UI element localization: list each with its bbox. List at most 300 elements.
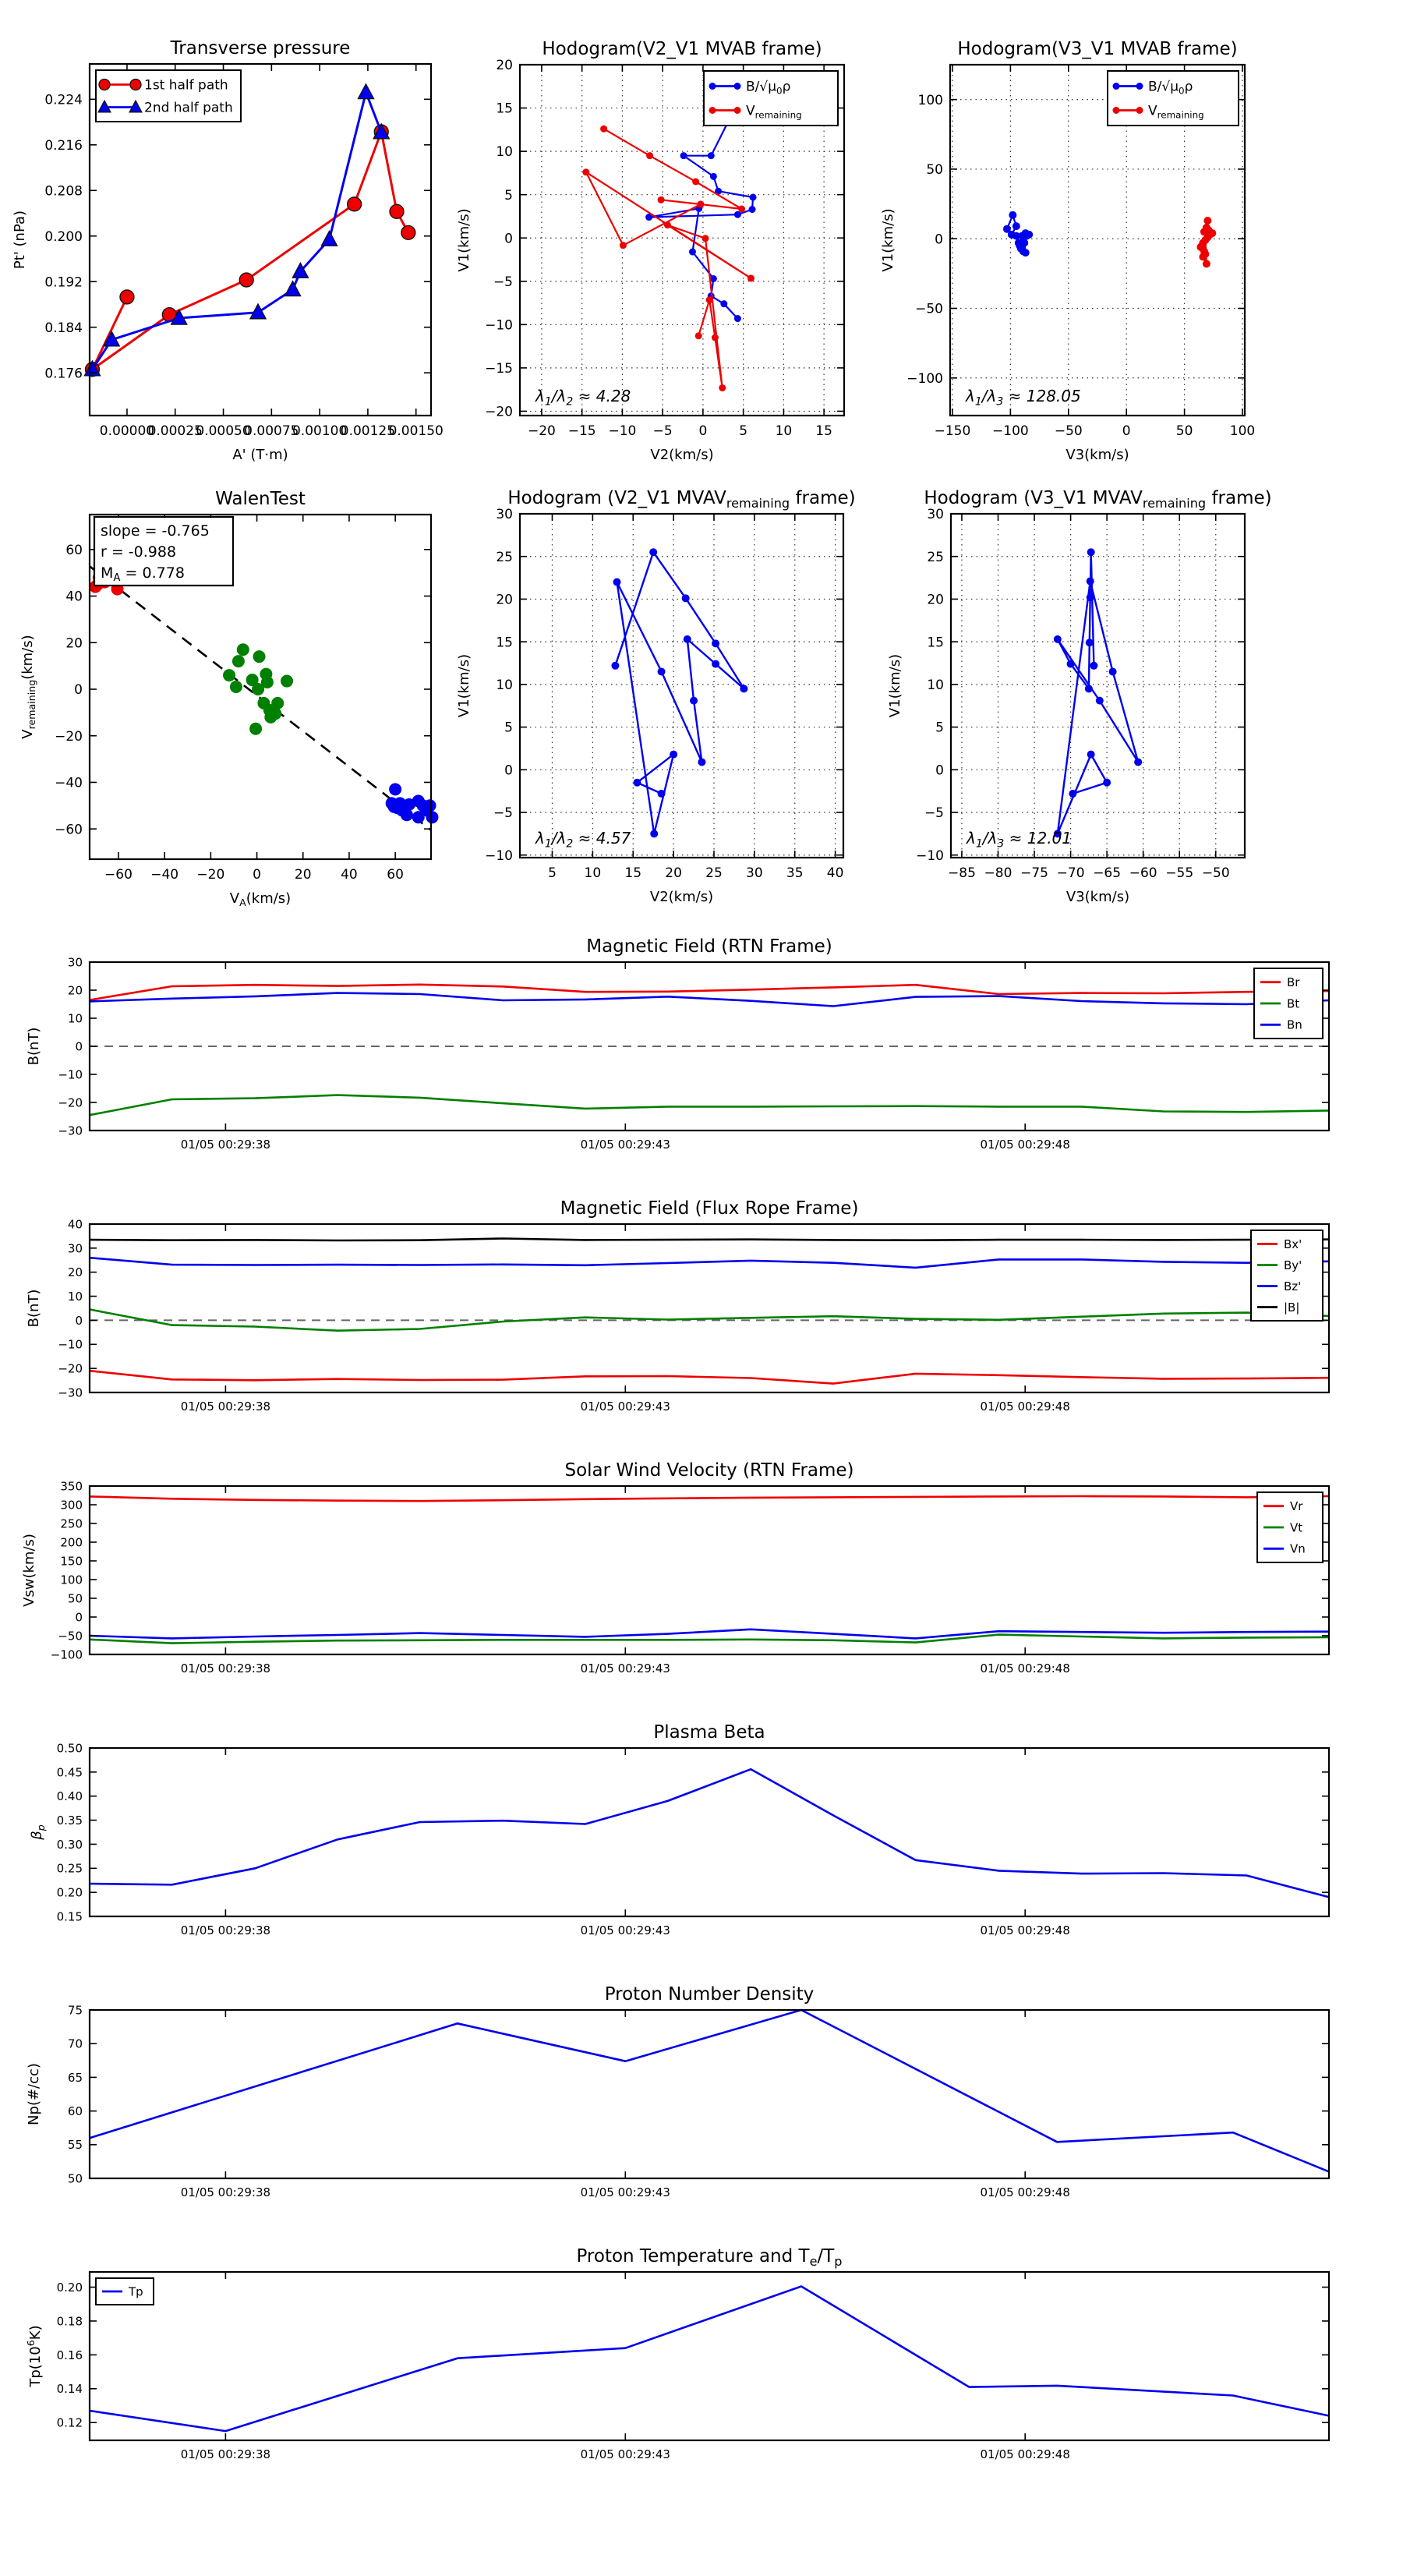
data-point-marker: [712, 639, 719, 647]
chart-hodogram_v3v1_mvav: [887, 488, 1272, 905]
axis-ticks: [90, 1224, 1329, 1392]
stats-line: r = -0.988: [101, 543, 177, 561]
data-point-marker: [1018, 232, 1026, 240]
x-tick-label: 0.00050: [196, 423, 251, 439]
y-tick-label: 20: [496, 58, 513, 74]
x-tick-label: 01/05 00:29:43: [580, 2185, 670, 2199]
y-tick-label: 0: [504, 763, 513, 779]
legend: [1254, 968, 1323, 1039]
legend: [704, 71, 838, 126]
x-tick-label: 15: [624, 865, 642, 881]
y-tick-label: −60: [55, 822, 83, 838]
legend-label: $B/√\mu_0\rho$: [1148, 79, 1193, 97]
x-tick-label: −5: [652, 423, 673, 439]
x-tick-label: 01/05 00:29:38: [180, 1661, 271, 1675]
chart-transverse_pressure: [12, 38, 444, 463]
data-point-marker: [264, 711, 277, 724]
y-tick-label: −40: [55, 775, 83, 791]
y-tick-label: 5: [504, 720, 513, 736]
y-tick-label: −20: [55, 728, 83, 745]
y-tick-label: 0: [75, 1039, 83, 1054]
x-tick-label: 01/05 00:29:43: [580, 2447, 670, 2461]
data-point-marker: [1113, 83, 1120, 90]
y-tick-label: 0.12: [56, 2415, 83, 2430]
legend-label: Tp: [129, 2284, 143, 2299]
series-line-Bx': [90, 1371, 1329, 1383]
data-point-marker: [702, 235, 709, 242]
data-point-marker: [684, 635, 691, 643]
series-line-Br: [90, 985, 1329, 1000]
y-tick-label: 0.184: [44, 320, 83, 336]
data-point-marker: [389, 783, 401, 795]
plot-frame: [90, 1224, 1329, 1392]
data-point-marker: [284, 281, 300, 296]
x-tick-label: 30: [746, 865, 763, 881]
y-tick-label: 5: [935, 720, 944, 736]
data-point-marker: [613, 579, 621, 586]
x-tick-label: −15: [567, 423, 596, 439]
y-tick-label: 0.18: [56, 2314, 83, 2329]
y-tick-label: −20: [485, 404, 513, 420]
y-tick-label: 30: [67, 1241, 83, 1256]
y-tick-label: −20: [58, 1095, 83, 1110]
y-axis-label: Vsw(km/s): [21, 1534, 37, 1607]
x-tick-label: 0: [1122, 423, 1131, 439]
y-tick-label: −30: [58, 1385, 83, 1400]
data-point-marker: [130, 80, 141, 90]
data-point-marker: [271, 697, 284, 709]
data-point-marker: [738, 206, 745, 213]
data-point-marker: [1067, 660, 1075, 668]
y-axis-label: Pt' (nPa): [12, 210, 28, 270]
data-point-marker: [1203, 217, 1211, 225]
y-tick-label: −10: [916, 847, 944, 864]
chart-title: Transverse pressure: [170, 38, 351, 58]
data-point-marker: [649, 548, 657, 556]
stats-line: $M_A = 0.778$: [101, 564, 185, 585]
x-tick-label: 01/05 00:29:38: [180, 1923, 271, 1937]
chart-walen_test: [19, 489, 438, 908]
y-tick-label: 0: [75, 1313, 83, 1328]
x-tick-label: 20: [294, 867, 312, 883]
lambda-annotation: $\lambda_1/\lambda_3 \approx 128.05$: [966, 387, 1081, 409]
y-tick-label: −10: [485, 317, 513, 334]
legend-label: Vt: [1290, 1520, 1303, 1535]
chart-title: Proton Number Density: [604, 1984, 815, 2005]
data-point-marker: [734, 107, 741, 114]
legend-label: Bx': [1284, 1237, 1302, 1251]
y-tick-label: 200: [60, 1535, 83, 1550]
data-point-marker: [658, 196, 665, 203]
data-point-marker: [709, 83, 716, 90]
data-point-marker: [1103, 779, 1111, 787]
data-point-marker: [239, 273, 253, 287]
data-point-marker: [1203, 260, 1210, 267]
data-point-marker: [670, 751, 677, 759]
y-tick-label: 75: [67, 2003, 83, 2018]
data-point-marker: [646, 152, 653, 159]
y-tick-label: 0: [75, 1610, 83, 1625]
data-point-marker: [1090, 662, 1097, 670]
chart-hodogram_v2v1_mvab: [456, 39, 844, 463]
legend: [96, 2278, 154, 2305]
y-tick-label: 0.30: [56, 1837, 83, 1852]
y-axis-label: $\beta_p$: [29, 1824, 47, 1840]
chart-vsw: [21, 1460, 1329, 1675]
y-tick-label: 10: [927, 677, 944, 693]
y-tick-label: 0.45: [56, 1765, 83, 1780]
axis-ticks: [90, 1748, 1329, 1916]
series-markers-2nd half path: [84, 84, 389, 376]
x-tick-label: 01/05 00:29:48: [980, 1138, 1070, 1152]
grid-lines: [951, 514, 1245, 858]
series-markers-B/sqrt(mu0 rho): [1003, 211, 1033, 257]
chart-beta: [29, 1722, 1329, 1937]
series-markers-V remaining: [582, 126, 755, 391]
y-tick-label: 10: [67, 1011, 83, 1026]
legend: [1251, 1230, 1323, 1321]
data-point-marker: [719, 384, 726, 391]
x-tick-label: −85: [948, 865, 976, 881]
series-markers-V remaining: [1196, 217, 1216, 267]
data-point-marker: [1087, 593, 1094, 601]
y-tick-label: 65: [67, 2070, 83, 2085]
data-point-marker: [1009, 211, 1016, 219]
x-tick-label: −50: [1054, 423, 1083, 439]
legend-label: 1st half path: [144, 77, 228, 94]
y-tick-label: 0.224: [44, 92, 83, 108]
legend: [1108, 71, 1239, 126]
legend-label: Bn: [1287, 1017, 1302, 1032]
data-point-marker: [250, 304, 266, 319]
data-point-marker: [1203, 233, 1211, 241]
data-point-marker: [223, 669, 235, 681]
data-point-marker: [710, 173, 717, 180]
y-tick-label: 150: [60, 1554, 83, 1569]
data-point-marker: [252, 683, 264, 695]
data-point-marker: [658, 667, 666, 675]
data-point-marker: [582, 168, 589, 175]
x-tick-label: 10: [584, 865, 602, 881]
y-tick-label: 0.176: [44, 366, 83, 382]
data-point-marker: [253, 650, 266, 663]
y-tick-label: 0.20: [56, 2280, 83, 2295]
x-tick-label: 0.00125: [340, 423, 396, 439]
y-axis-label: V1(km/s): [456, 208, 472, 272]
y-axis-label: $V_{remaining}(km/s)$: [19, 635, 37, 739]
x-tick-label: 01/05 00:29:48: [980, 2185, 1070, 2199]
legend-label: Bt: [1287, 996, 1300, 1011]
x-tick-label: 01/05 00:29:38: [180, 2185, 271, 2199]
y-tick-label: −100: [50, 1647, 83, 1662]
y-tick-label: 30: [67, 955, 83, 970]
series-line-beta_p: [90, 1769, 1329, 1897]
x-tick-label: 0.00075: [244, 423, 299, 439]
data-point-marker: [680, 152, 687, 159]
y-tick-label: 40: [67, 1217, 83, 1232]
legend-label: $V_{remaining}$: [1148, 103, 1204, 121]
data-point-marker: [611, 662, 619, 670]
data-point-marker: [734, 83, 741, 90]
axis-ticks: [90, 2010, 1329, 2178]
x-tick-label: 01/05 00:29:38: [180, 2447, 271, 2461]
x-tick-label: 01/05 00:29:43: [580, 1138, 670, 1152]
x-tick-label: −10: [608, 423, 637, 439]
data-point-marker: [682, 594, 690, 602]
y-tick-label: 15: [927, 635, 944, 651]
data-point-marker: [600, 126, 607, 133]
data-point-marker: [232, 655, 245, 667]
chart-title: Hodogram (V2_V1 $MVAV_{remaining}$ frame): [507, 488, 856, 511]
y-tick-label: −10: [58, 1337, 83, 1352]
series-markers-middle-interval: [223, 643, 293, 735]
data-point-marker: [650, 830, 658, 837]
y-tick-label: 30: [496, 507, 513, 523]
data-point-marker: [1136, 83, 1143, 90]
data-point-marker: [698, 758, 705, 766]
series-line-Bz': [90, 1258, 1329, 1268]
y-tick-label: −10: [58, 1067, 83, 1082]
x-tick-label: 40: [826, 865, 844, 881]
y-axis-label: V1(km/s): [456, 653, 472, 718]
legend-label: |B|: [1284, 1300, 1300, 1315]
series-markers-V remaining path: [611, 548, 747, 837]
x-tick-label: 0: [253, 867, 261, 883]
y-tick-label: 50: [67, 2171, 83, 2186]
x-tick-label: 01/05 00:29:38: [180, 1399, 271, 1414]
x-tick-label: 5: [739, 423, 748, 439]
y-tick-label: 5: [504, 187, 513, 203]
data-point-marker: [708, 152, 715, 159]
series-line-Bn: [90, 993, 1329, 1007]
x-axis-label: V2(km/s): [650, 447, 714, 463]
data-point-marker: [1096, 697, 1104, 705]
y-tick-label: −5: [493, 274, 513, 290]
axis-ticks: [90, 1486, 1329, 1654]
y-tick-label: −5: [924, 805, 944, 822]
series-markers-V remaining path: [1054, 548, 1142, 837]
x-tick-label: 0.00150: [388, 423, 444, 439]
data-point-marker: [394, 797, 406, 809]
data-point-marker: [658, 790, 666, 798]
data-point-marker: [249, 723, 262, 735]
series-line-V remaining: [586, 129, 751, 387]
data-point-marker: [230, 681, 242, 693]
y-tick-label: 0.25: [56, 1861, 83, 1876]
x-tick-label: −60: [104, 867, 133, 883]
chart-tp: [25, 2246, 1329, 2461]
plot-frame: [90, 1748, 1329, 1916]
y-tick-label: 0: [74, 682, 83, 699]
data-point-marker: [1012, 222, 1020, 230]
y-tick-label: 25: [496, 549, 513, 565]
chart-np: [26, 1984, 1329, 2199]
y-tick-label: −50: [58, 1629, 83, 1644]
x-tick-label: −100: [992, 423, 1029, 439]
y-tick-label: 0.50: [56, 1741, 83, 1756]
y-tick-label: 10: [496, 144, 513, 161]
y-tick-label: 20: [67, 1265, 83, 1280]
chart-title: Hodogram(V2_V1 MVAB frame): [542, 39, 822, 59]
data-point-marker: [321, 231, 337, 246]
x-tick-label: −50: [1201, 865, 1230, 881]
y-tick-label: 20: [496, 592, 513, 608]
y-tick-label: 0.208: [44, 183, 83, 200]
data-point-marker: [120, 290, 134, 304]
x-tick-label: −75: [1020, 865, 1048, 881]
y-tick-label: 15: [496, 101, 513, 117]
y-tick-label: 0.15: [56, 1909, 83, 1924]
data-point-marker: [1087, 577, 1094, 585]
data-point-marker: [1134, 758, 1142, 766]
data-point-marker: [1087, 751, 1095, 759]
y-tick-label: 0.35: [56, 1813, 83, 1828]
x-tick-label: 01/05 00:29:48: [980, 1661, 1070, 1675]
x-tick-label: 25: [705, 865, 723, 881]
y-tick-label: 50: [67, 1591, 83, 1606]
x-tick-label: 0.00000: [99, 423, 155, 439]
y-tick-label: 100: [917, 92, 943, 108]
lambda-annotation: $\lambda_1/\lambda_2 \approx 4.28$: [535, 387, 631, 409]
x-tick-label: −60: [1129, 865, 1157, 881]
data-point-marker: [1069, 790, 1076, 798]
plot-frame: [90, 2010, 1329, 2178]
series-line-Tp: [90, 2287, 1329, 2432]
data-point-marker: [749, 206, 756, 213]
data-point-marker: [401, 225, 415, 239]
y-tick-label: 0.20: [56, 1885, 83, 1900]
legend-label: Vr: [1290, 1499, 1303, 1514]
y-tick-label: −20: [58, 1361, 83, 1376]
data-point-marker: [690, 697, 698, 705]
y-tick-label: 0.216: [44, 137, 83, 154]
x-tick-label: 01/05 00:29:43: [580, 1399, 670, 1414]
data-point-marker: [734, 315, 741, 322]
y-tick-label: 0.192: [44, 274, 83, 291]
y-tick-label: 350: [60, 1479, 83, 1494]
legend-label: By': [1284, 1258, 1302, 1272]
y-tick-label: 55: [67, 2138, 83, 2153]
legend-label: Vn: [1290, 1541, 1306, 1556]
y-tick-label: 100: [60, 1573, 83, 1587]
y-tick-label: 60: [67, 2104, 83, 2118]
x-tick-label: 10: [775, 423, 793, 439]
lambda-annotation: $\lambda_1/\lambda_2 \approx 4.57$: [535, 829, 631, 851]
data-point-marker: [1020, 247, 1027, 255]
x-tick-label: 0: [698, 423, 708, 439]
data-point-marker: [709, 107, 716, 114]
lambda-annotation: $\lambda_1/\lambda_3 \approx 12.01$: [967, 829, 1072, 851]
y-tick-label: −50: [915, 301, 943, 317]
data-point-marker: [750, 194, 757, 201]
y-tick-label: 10: [67, 1289, 83, 1304]
y-axis-label: B(nT): [26, 1289, 42, 1328]
data-point-marker: [1054, 635, 1062, 643]
data-point-marker: [237, 643, 249, 656]
y-axis-label: Np(#/cc): [26, 2063, 42, 2125]
y-tick-label: 0.16: [56, 2348, 83, 2362]
x-tick-label: 01/05 00:29:48: [980, 1923, 1070, 1937]
x-tick-label: 50: [1175, 423, 1193, 439]
x-tick-label: 5: [548, 865, 557, 881]
y-axis-label: V1(km/s): [887, 653, 903, 718]
legend: [96, 70, 241, 122]
series-line-|B|: [90, 1239, 1329, 1241]
y-tick-label: 0: [935, 232, 943, 248]
y-tick-label: 0: [504, 231, 513, 247]
series-line-Vr: [90, 1496, 1329, 1501]
x-tick-label: −80: [984, 865, 1012, 881]
x-tick-label: 01/05 00:29:48: [980, 2447, 1070, 2461]
y-tick-label: −30: [58, 1123, 83, 1138]
series-line-Np: [90, 2010, 1329, 2171]
data-point-marker: [633, 779, 641, 787]
legend-label: Br: [1287, 975, 1300, 990]
plot-frame: [951, 514, 1245, 858]
y-tick-label: 10: [496, 677, 513, 693]
plot-frame: [90, 1486, 1329, 1654]
chart-mf_fr: [26, 1198, 1329, 1414]
data-point-marker: [390, 204, 404, 218]
chart-title: Plasma Beta: [653, 1722, 765, 1743]
chart-title: Solar Wind Velocity (RTN Frame): [564, 1460, 854, 1481]
x-tick-label: 60: [387, 867, 404, 883]
data-point-marker: [706, 296, 713, 303]
y-tick-label: 50: [926, 162, 943, 179]
y-tick-label: 0.14: [56, 2382, 83, 2397]
x-tick-label: −55: [1165, 865, 1194, 881]
y-tick-label: −5: [493, 805, 513, 822]
y-tick-label: −100: [906, 370, 943, 387]
x-tick-label: 15: [815, 423, 832, 439]
y-tick-label: 20: [67, 983, 83, 998]
y-tick-label: 20: [927, 592, 944, 608]
y-axis-label: $Tp(10^6K)$: [25, 2325, 44, 2387]
legend-label: $V_{remaining}$: [746, 103, 802, 121]
chart-title: Magnetic Field (Flux Rope Frame): [560, 1198, 859, 1219]
data-point-marker: [695, 332, 702, 339]
data-point-marker: [697, 200, 704, 207]
x-tick-label: 40: [341, 867, 358, 883]
legend-label: 2nd half path: [144, 100, 233, 116]
data-point-marker: [720, 300, 727, 307]
data-point-marker: [1086, 639, 1094, 646]
data-point-marker: [1109, 667, 1117, 675]
y-tick-label: 40: [65, 589, 83, 605]
grid-lines: [520, 514, 843, 858]
x-tick-label: 01/05 00:29:43: [580, 1661, 670, 1675]
x-axis-label: V3(km/s): [1066, 447, 1129, 463]
x-tick-label: −70: [1056, 865, 1085, 881]
data-point-marker: [1113, 107, 1120, 114]
data-point-marker: [1085, 685, 1093, 692]
data-point-marker: [99, 80, 110, 90]
x-axis-label: A' (T·m): [232, 447, 288, 463]
y-tick-label: 0.40: [56, 1789, 83, 1804]
y-tick-label: 0.200: [44, 228, 83, 245]
x-axis-label: V2(km/s): [649, 889, 714, 905]
y-tick-label: 0: [935, 763, 944, 779]
y-axis-label: V1(km/s): [880, 208, 896, 272]
x-tick-label: −20: [527, 423, 556, 439]
data-point-marker: [348, 197, 362, 211]
chart-hodogram_v3v1_mvab: [880, 39, 1255, 463]
y-tick-label: 20: [65, 635, 83, 652]
y-tick-label: 15: [496, 635, 513, 651]
data-point-marker: [620, 242, 627, 249]
stats-line: slope = -0.765: [101, 522, 210, 540]
x-tick-label: 0.00025: [147, 423, 203, 439]
